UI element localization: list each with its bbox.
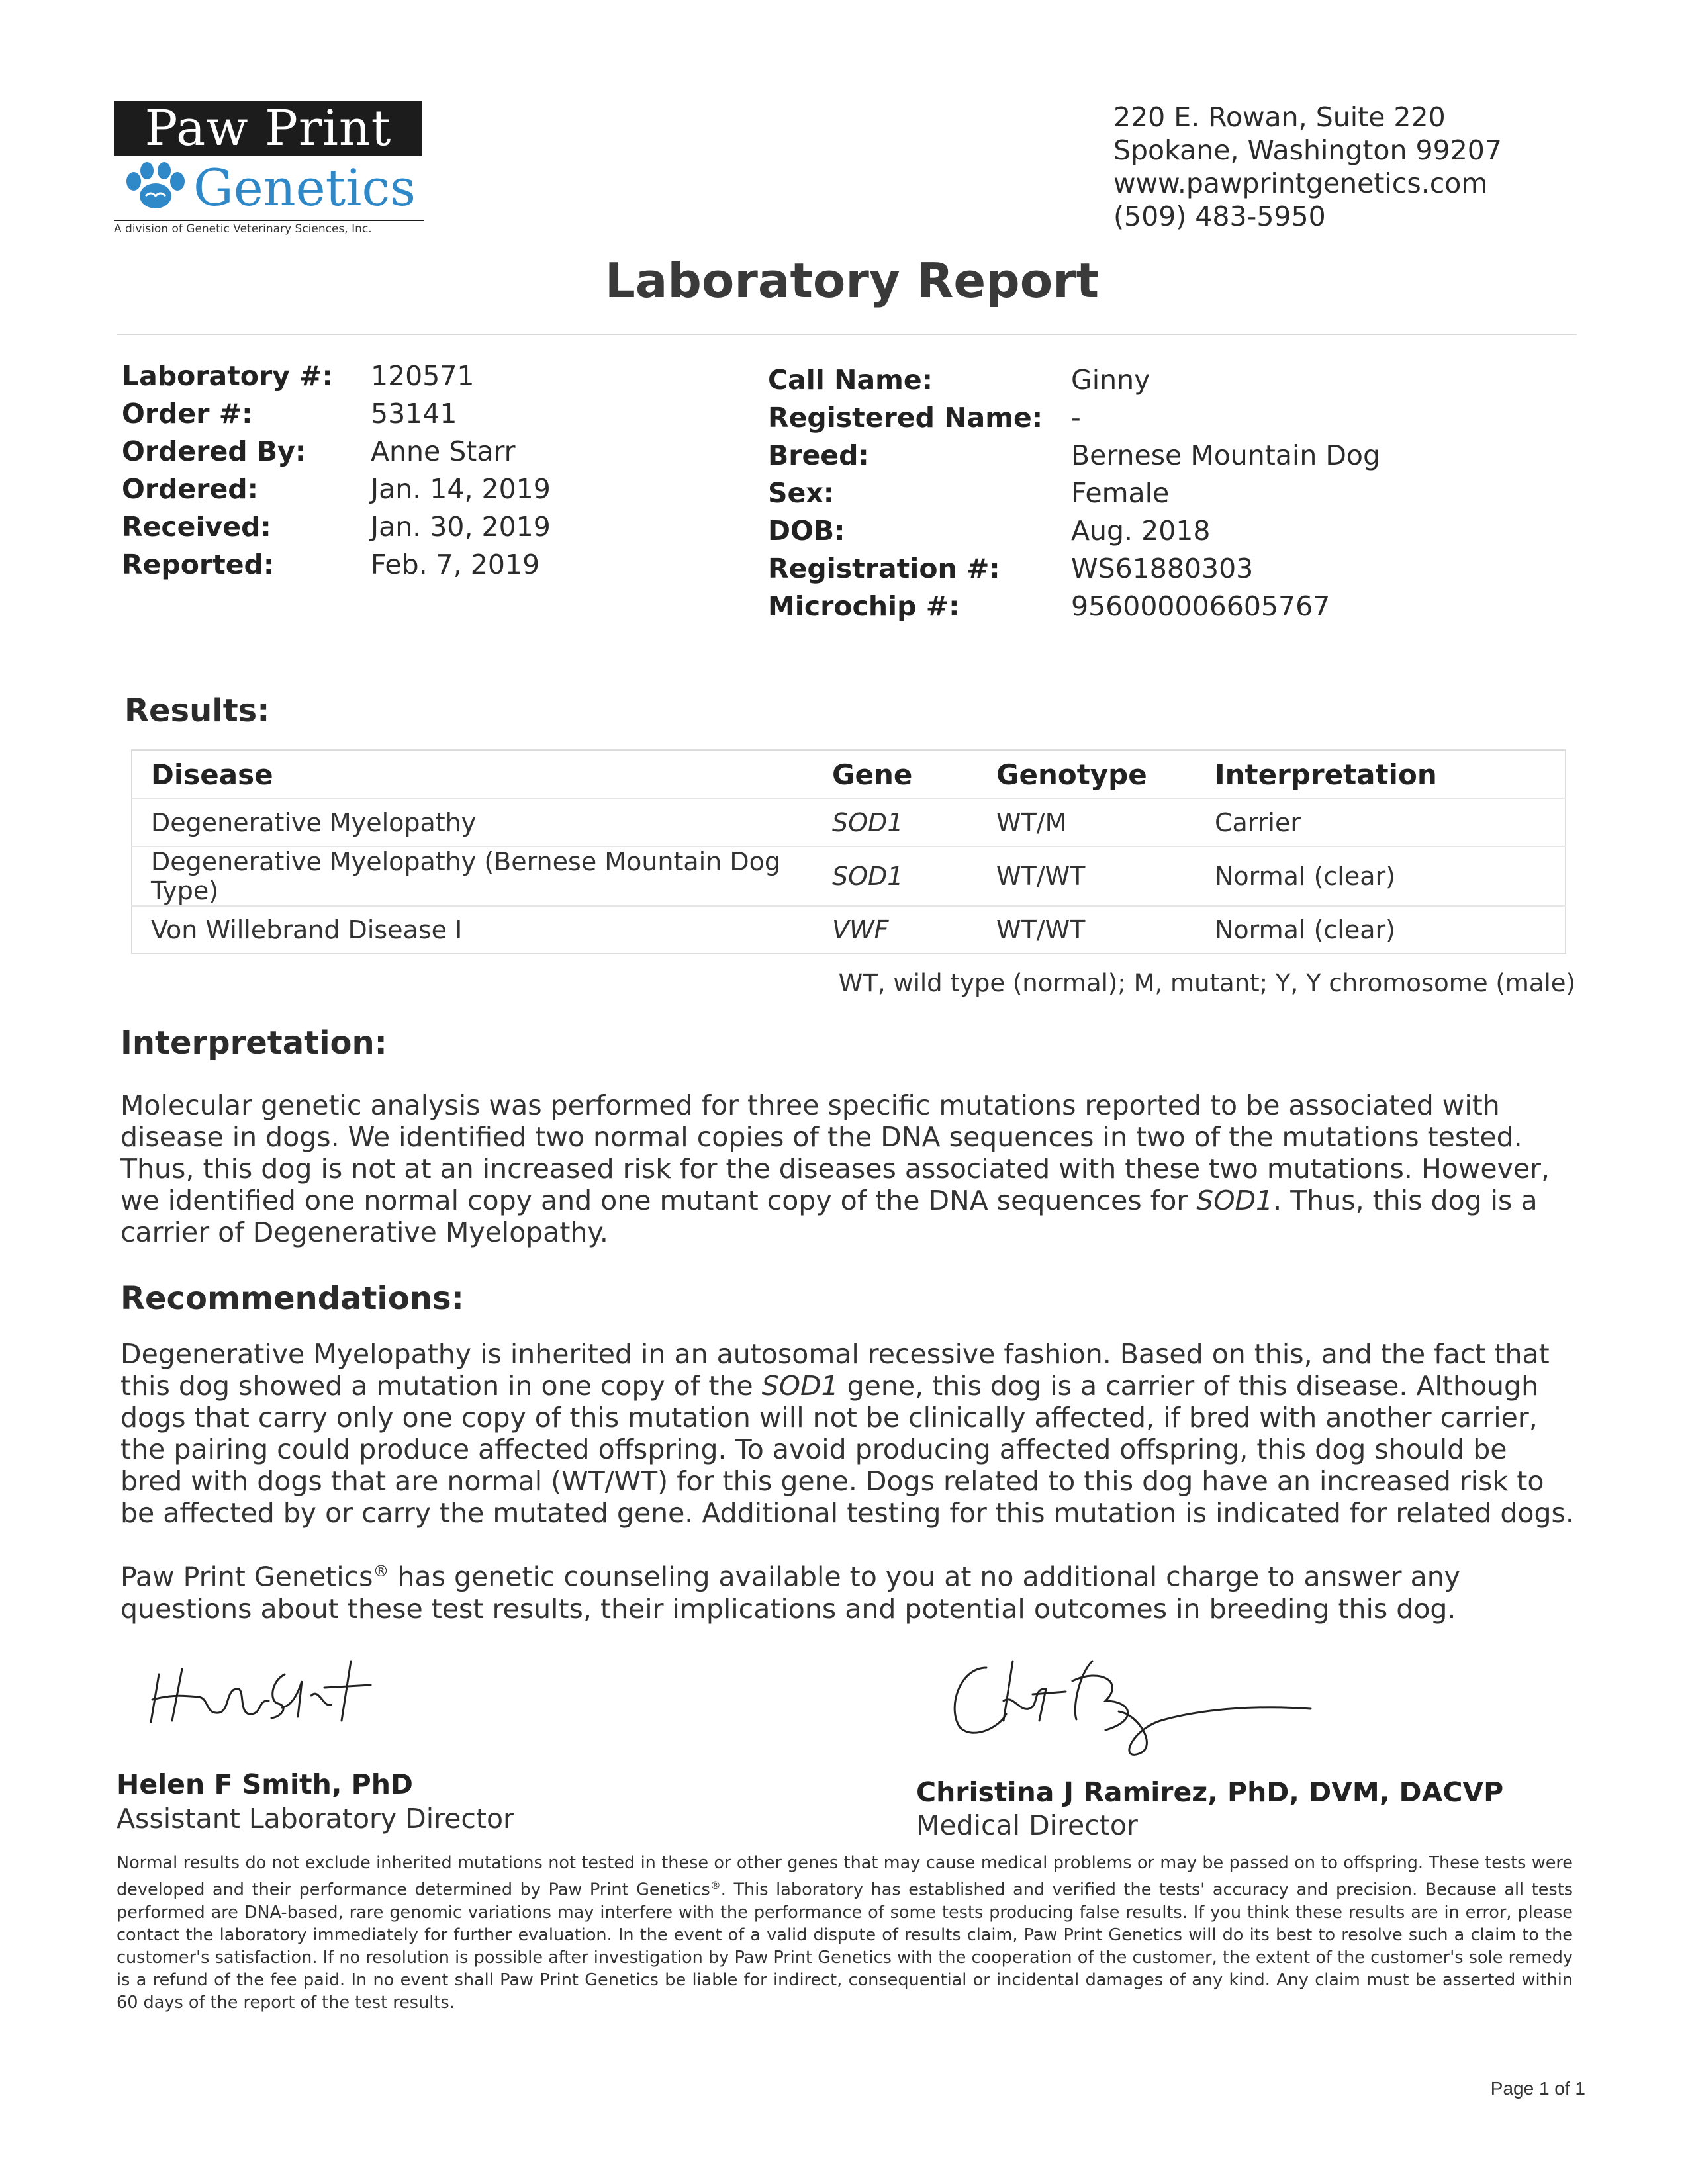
disease-cell: Von Willebrand Disease I: [132, 906, 814, 954]
interpretation-cell: Carrier: [1196, 799, 1566, 846]
info-value: Bernese Mountain Dog: [1071, 439, 1381, 471]
interpretation-cell: Normal (clear): [1196, 906, 1566, 954]
interpretation-heading: Interpretation:: [120, 1024, 387, 1062]
info-label: Sex:: [768, 477, 835, 509]
column-header-disease: Disease: [151, 758, 273, 791]
genotype-cell: WT/M: [978, 799, 1196, 846]
info-value: Ginny: [1071, 364, 1150, 396]
recommendations-text-c: has genetic counseling available to you at no additional charge to answer any questions about these test results, their implications and potential outcomes in breeding this dog.: [120, 1561, 1460, 1625]
disclaimer-text-b: . This laboratory has established and verified the tests' accuracy and precision. Because all tests performed are DNA-based, rare genomic variations may interfere with the performance of some tests producing false results. If you think these results are in error, please contact the laboratory immediately for further evaluation. In the event of a valid dispute of results claim, Paw Print Genetics will do its best to resolve such a claim to the customer's satisfaction. If no resolution is possible after investigation by Paw Print Genetics with the cooperation of the customer, the extent of the customer's sole remedy is a refund of the fee paid. In no event shall Paw Print Genetics be liable for indirect, consequential or incidental damages of any kind. Any claim must be asserted within 60 days of the report of the test results.: [117, 1880, 1573, 2013]
info-row: [768, 512, 1380, 550]
info-value: Anne Starr: [371, 435, 516, 467]
address-city: Spokane, Washington 99207: [1113, 134, 1502, 166]
info-value: -: [1071, 402, 1081, 433]
info-value: Female: [1071, 477, 1170, 509]
gene-name: SOD1: [1196, 1185, 1274, 1216]
gene-name: SOD1: [761, 1370, 839, 1402]
interpretation-cell: Normal (clear): [1196, 846, 1566, 906]
table-row: [132, 846, 1566, 906]
director-signature: [146, 1648, 384, 1734]
recommendations-paragraph-1: [120, 1338, 1577, 1529]
info-row: [122, 357, 551, 395]
registered-mark: ®: [710, 1879, 721, 1891]
order-info: [122, 357, 551, 584]
info-label: Laboratory #:: [122, 360, 333, 392]
info-label: Registered Name:: [768, 402, 1043, 433]
company-name: Paw Print Genetics: [120, 1561, 373, 1593]
address-street: 220 E. Rowan, Suite 220: [1113, 101, 1446, 133]
info-row: [122, 471, 551, 508]
genotype-cell: WT/WT: [978, 906, 1196, 954]
disease-cell: Degenerative Myelopathy: [132, 799, 814, 846]
interpretation-text-b: . Thus, this dog is a carrier of Degenerative Myelopathy.: [120, 1185, 1538, 1248]
gene-cell: VWF: [814, 906, 978, 954]
info-value: WS61880303: [1071, 553, 1254, 584]
gene-cell: SOD1: [814, 846, 978, 906]
results-table: [131, 749, 1566, 954]
interpretation-text: [120, 1089, 1577, 1248]
dog-info: [768, 361, 1380, 625]
recommendations-paragraph-2: [120, 1555, 1577, 1625]
signer-2-title: Medical Director: [916, 1809, 1138, 1841]
gene-cell: SOD1: [814, 799, 978, 846]
disclaimer-text-a: Normal results do not exclude inherited mutations not tested in these or other genes that may cause medical problems or may be passed on to offspring. These tests were developed and their performance determined by Paw Print Genetics: [117, 1853, 1573, 1900]
medical-director-signature: [940, 1648, 1337, 1760]
info-label: Breed:: [768, 439, 869, 471]
page-number: Page 1 of 1: [1490, 2078, 1585, 2099]
info-label: Ordered By:: [122, 435, 306, 467]
column-header-interpretation: Interpretation: [1215, 758, 1437, 791]
registered-mark: ®: [373, 1562, 389, 1580]
info-row: [122, 433, 551, 471]
info-row: [768, 437, 1380, 475]
info-value: 120571: [371, 360, 475, 392]
column-header-gene: Gene: [832, 758, 913, 791]
info-label: Ordered:: [122, 473, 259, 505]
info-label: Registration #:: [768, 553, 1000, 584]
page-title: [0, 253, 1688, 308]
info-label: Microchip #:: [768, 590, 960, 622]
table-row: [132, 906, 1566, 954]
logo-name-bottom: Genetics: [193, 158, 416, 217]
info-value: Jan. 14, 2019: [371, 473, 551, 505]
address-phone: (509) 483-5950: [1113, 201, 1326, 232]
info-value: 956000006605767: [1071, 590, 1331, 622]
recommendations-text-a: Degenerative Myelopathy is inherited in an autosomal recessive fashion. Based on this, and the fact that this dog showed a mutation in one copy of the: [120, 1338, 1550, 1402]
info-label: Order #:: [122, 398, 253, 430]
genotype-cell: WT/WT: [978, 846, 1196, 906]
info-label: DOB:: [768, 515, 845, 547]
signer-2-name: Christina J Ramirez, PhD, DVM, DACVP: [916, 1776, 1504, 1808]
signer-1-name: Helen F Smith, PhD: [117, 1768, 413, 1800]
table-header-row: [132, 750, 1566, 799]
paw-print-icon: [119, 161, 192, 214]
address-website: www.pawprintgenetics.com: [1113, 167, 1488, 199]
signer-1-title: Assistant Laboratory Director: [117, 1803, 514, 1835]
info-row: [122, 546, 551, 584]
info-value: Feb. 7, 2019: [371, 549, 540, 580]
recommendations-heading: Recommendations:: [120, 1280, 464, 1317]
lab-address: [1113, 101, 1502, 233]
genotype-legend: WT, wild type (normal); M, mutant; Y, Y chromosome (male): [838, 969, 1575, 997]
info-row: [122, 395, 551, 433]
company-logo: [114, 101, 425, 236]
recommendations-text-b: gene, this dog is a carrier of this disease. Although dogs that carry only one copy of this mutation will not be clinically affected, if bred with another carrier, the pairing could produce affected offspring. To avoid producing affected offspring, this dog should be bred with dogs that are normal (WT/WT) for this gene. Dogs related to this dog have an increased risk to be affected by or carry the mutated gene. Additional testing for this mutation is indicated for related dogs.: [120, 1370, 1574, 1529]
table-row: [132, 799, 1566, 846]
info-label: Call Name:: [768, 364, 933, 396]
info-value: Aug. 2018: [1071, 515, 1211, 547]
results-heading: Results:: [124, 692, 270, 729]
page-title-text: Laboratory Report: [604, 253, 1100, 308]
info-row: [768, 361, 1380, 399]
info-value: 53141: [371, 398, 457, 430]
info-row: [122, 508, 551, 546]
disease-cell: Degenerative Myelopathy (Bernese Mountain Dog Type): [132, 846, 814, 906]
logo-name-top: Paw Print: [114, 101, 422, 156]
info-value: Jan. 30, 2019: [371, 511, 551, 543]
info-row: [768, 399, 1380, 437]
column-header-genotype: Genotype: [996, 758, 1147, 791]
info-row: [768, 588, 1380, 625]
title-divider: [117, 334, 1577, 335]
interpretation-text-a: Molecular genetic analysis was performed for three specific mutations reported to be associated with disease in dogs. We identified two normal copies of the DNA sequences in two of the mutations tested. Thus, this dog is not at an increased risk for the diseases associated with these two mutations. However, we identified one normal copy and one mutant copy of the DNA sequences for: [120, 1089, 1550, 1216]
legal-disclaimer: [117, 1852, 1573, 2014]
info-row: [768, 550, 1380, 588]
info-label: Received:: [122, 511, 271, 543]
info-label: Reported:: [122, 549, 275, 580]
logo-tagline: A division of Genetic Veterinary Sciences, Inc.: [114, 220, 424, 236]
info-row: [768, 475, 1380, 512]
